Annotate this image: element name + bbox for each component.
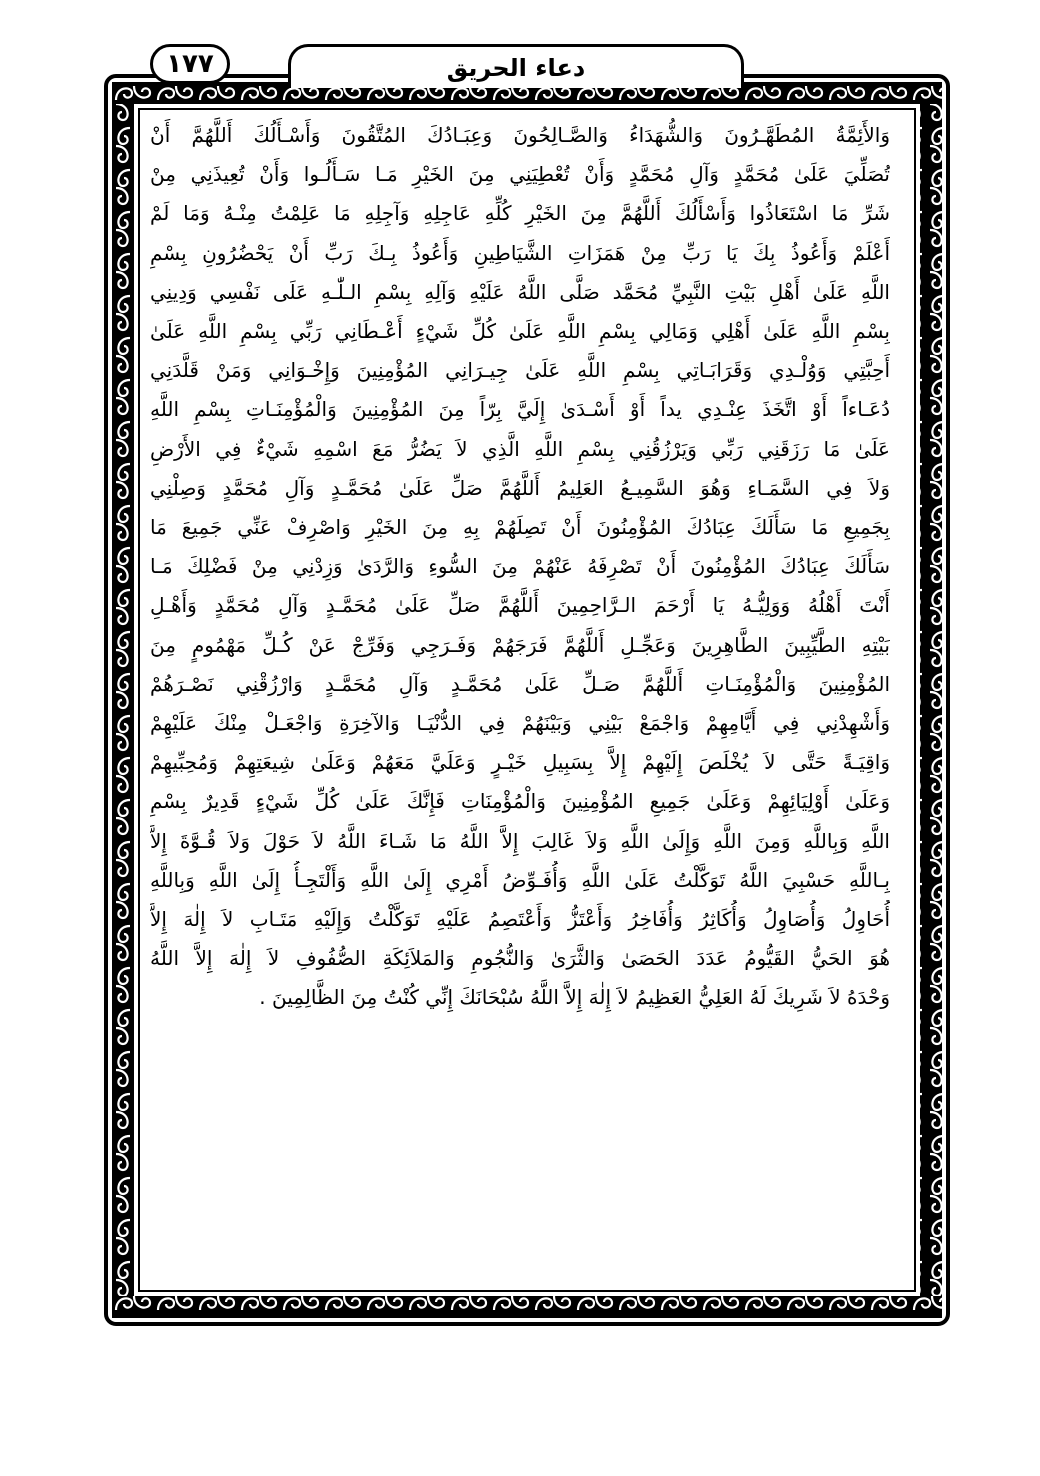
- text-line: تُصَلِّيَ عَلَىٰ مُحَمَّدٍ وَآلِ مُحَمَّدٍ وَأَنْ تُعْطِيَنِي مِنَ الخَيْرِ مَـا سَـأَلُـوا وَأَنْ تُعِيذَنِي مِنْ: [150, 162, 890, 187]
- text-line: اللَّهِ وَبِاللَّهِ وَمِنَ اللَّهِ وَإِلَىٰ اللَّهِ وَلاَ غَالِبَ إِلاَّ اللَّهُ مَا شَـاءَ اللَّهُ لاَ حَوْلَ وَلاَ قُـوَّةَ إِلاَّ: [150, 828, 890, 853]
- prayer-text: [150, 116, 890, 1206]
- text-line: وَعَلَىٰ أَوْلِيَائِهِمْ وَعَلَىٰ جَمِيعِ المُؤْمِنِينَ وَالْمُؤْمِنَاتِ فَإِنَّكَ عَلَىٰ كُلِّ شَيْءٍ قَدِيرٌ بِسْمِ: [150, 789, 890, 814]
- page-title: دعاء الحريق: [288, 44, 744, 88]
- text-line: سَأَلَكَ عِبَادُكَ المُؤْمِنُونَ أَنْ تَصْرِفَهُ عَنْهُمْ مِنَ السُّوءِ وَالرَّدَىٰ وَزِدْنِي مِنْ فَضْلِكَ مَـا: [150, 554, 890, 579]
- text-line: وَالأَئِمَّةُ المُطَهَّـرُونَ وَالشُّهَدَاءُ وَالصَّـالِحُونَ وَعِبَـادُكَ المُتَّقُونَ وَأَسْـأَلُكَ أَللَّهُمَّ أَنْ: [150, 123, 890, 147]
- text-line: وَاقِيَـةً حَتَّى لاَ يُخْلَصَ إِلَيْهِمْ إِلاَّ بِسَبِيلِ خَيْـرٍ وَعَلَيَّ مَعَهُمْ وَعَلَىٰ شِيعَتِهِمْ وَمُحِبِّيهِمْ: [150, 750, 890, 775]
- text-line: اللَّهِ عَلَىٰ أَهْلِ بَيْتِ النَّبِيِّ مُحَمَّد صَلَّى اللَّهُ عَلَيْهِ وَآلِهِ بِسْمِ الـلّٰـهِ عَلَى نَفْسِي وَدِينِي: [150, 279, 890, 304]
- text-line: بِجَمِيعِ مَا سَأَلَكَ عِبَادُكَ المُؤْمِنُونَ أَنْ تَصِلَهُمْ بِهِ مِنَ الخَيْرِ وَاصْرِفْ عَنِّي جَمِيعَ مَا: [150, 515, 890, 540]
- text-line: وَلاَ فِي السَّمَـاءِ وَهُوَ السَّمِيـعُ العَلِيمُ أَللَّهُمَّ صَلِّ عَلَىٰ مُحَمَّـدٍ وَآلِ مُحَمَّدٍ وَصِلْنِي: [150, 475, 890, 500]
- text-line: المُؤْمِنِينَ وَالْمُؤْمِنَـاتِ أَللَّهُمَّ صَـلِّ عَلَىٰ مُحَمَّـدٍ وَآلِ مُحَمَّـدٍ وَارْزُقْنِي نَصْـرَهُمْ: [150, 671, 890, 696]
- text-line: أُحَاوِلُ وَأُصَاوِلُ وَأُكَاثِرُ وَأُفَاخِرُ وَأَعْتَزُّ وَأَعْتَصِمُ عَلَيْهِ تَوَكَّلْتُ وَإِلَيْهِ مَتَـابِ لاَ إِلٰهَ إِلاَّ: [150, 907, 890, 932]
- text-line: عَلَىٰ مَا رَزَقَنِي رَبِّي وَيَرْزُقُنِي بِسْمِ اللَّهِ الَّذِي لاَ يَضُرُّ مَعَ اسْمِهِ شَيْءٌ فِي الأَرْضِ: [150, 436, 890, 461]
- text-line: وَحْدَهُ لاَ شَرِيكَ لَهُ العَلِيُّ العَظِيمُ لاَ إِلٰهَ إِلاَّ اللَّهُ سُبْحَانَكَ إِنِّي كُنْتُ مِنَ الظَّالِمِينَ .: [259, 985, 890, 1010]
- text-line: أَحِبَّتِي وَوُلْـدِي وَقَرَابَـاتِي بِسْمِ اللَّهِ عَلَىٰ جِيـرَانِي المُؤْمِنِينَ وَإِخْـوَانِي وَمَنْ قَلَّدَنِي: [150, 358, 890, 383]
- text-line: أَعْلَمْ وَأَعُوذُ بِكَ يَا رَبِّ مِنْ هَمَزَاتِ الشَّيَاطِينِ وَأَعُوذُ بِـكَ رَبِّ أَنْ يَحْضُرُونِ بِسْمِ: [150, 240, 890, 265]
- page-number: ١٧٧: [150, 44, 230, 84]
- text-line: بَيْتِهِ الطَّيِّبِينَ الطَّاهِرِينَ وَعَجِّـلِ أَللَّهُمَّ فَرَجَهُمْ وَفَـرَجِي وَفَرِّجْ عَنْ كُـلِّ مَهْمُومٍ مِنَ: [150, 632, 890, 657]
- text-line: وَأَشْهِدْنِي فِي أَيَّامِهِمْ وَاجْمَعْ بَيْنِي وَبَيْنَهُمْ فِي الدُّنْيَـا وَالآخِرَةِ وَاجْعَـلْ مِنْكَ عَلَيْهِمْ: [150, 711, 890, 736]
- text-line: أَنْتَ أَهْلُهُ وَوَلِيُّـهُ يَا أَرْحَمَ الـرَّاحِمِينَ أَللَّهُمَّ صَلِّ عَلَىٰ مُحَمَّـدٍ وَآلِ مُحَمَّدٍ وَأَهْـلِ: [150, 593, 890, 618]
- text-line: بِـاللَّهِ حَسْبِيَ اللَّهُ تَوَكَّلْتُ عَلَىٰ اللَّهِ وَأُفَـوِّضُ أَمْرِي إِلَىٰ اللَّهِ وَأَلْتَجِـأُ إِلَىٰ اللَّهِ وَبِاللَّهِ: [150, 867, 890, 892]
- text-line: هُوَ الحَيُّ القَيُّومُ عَدَدَ الحَصَىٰ وَالثَّرَىٰ وَالنُّجُومِ وَالمَلاَئِكَةِ الصُّفُوفِ لاَ إِلٰهَ إِلاَّ اللَّهُ: [150, 946, 890, 971]
- text-line: دُعَـاءاً أَوْ اتَّخَذَ عِنْـدِي يداً أَوْ أَسْـدَىٰ إِلَيَّ بِرّاً مِنَ المُؤْمِنِينَ وَالْمُؤْمِنَـاتِ بِسْمِ اللَّهِ: [150, 397, 890, 422]
- text-line: بِسْمِ اللَّهِ عَلَىٰ أَهْلِي وَمَالِي بِسْمِ اللَّهِ عَلَىٰ كُلِّ شَيْءٍ أَعْـطَانِي رَبِّي بِسْمِ اللَّهِ عَلَىٰ: [150, 319, 890, 344]
- text-line: شَرِّ مَا اسْتَعَاذُوا وَأَسْأَلُكَ أَللَّهُمَّ مِنَ الخَيْرِ كُلِّهِ عَاجِلِهِ وَآجِلِهِ مَا عَلِمْتُ مِنْـهُ وَمَا لَمْ: [150, 201, 890, 226]
